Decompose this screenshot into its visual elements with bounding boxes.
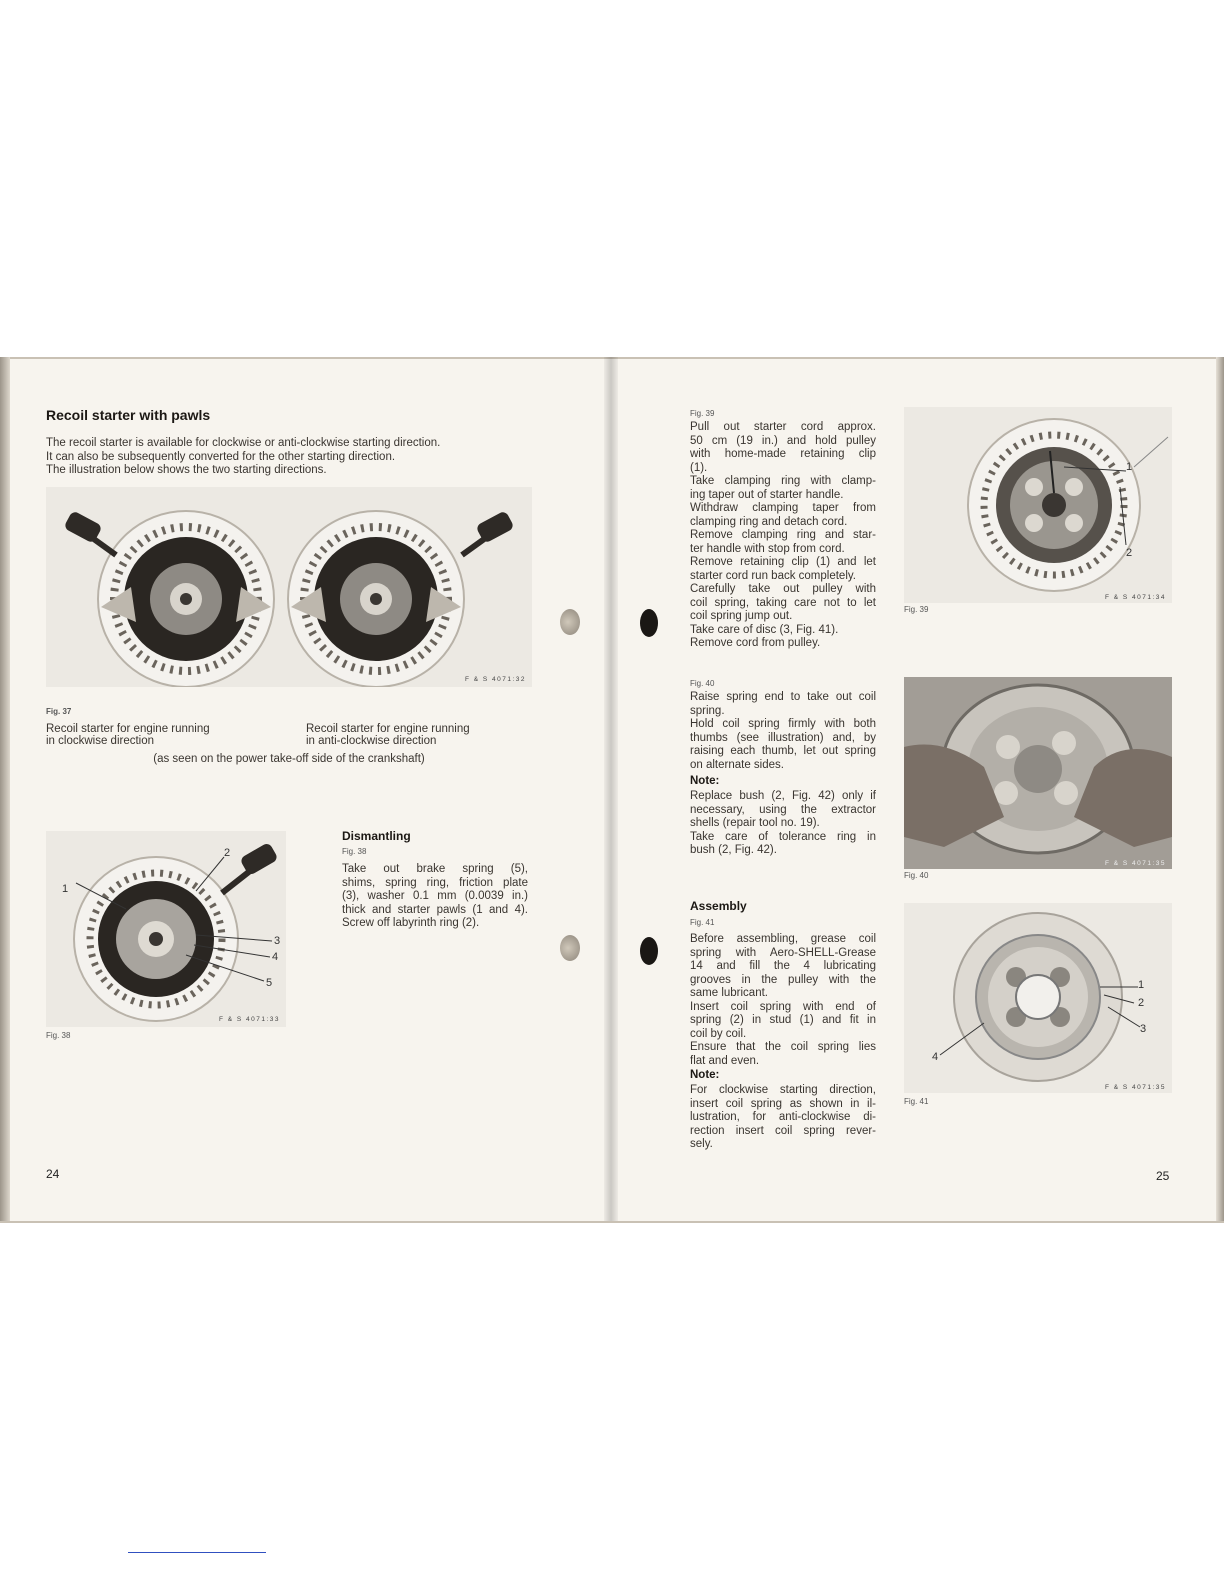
page-number-left: 24 (46, 1167, 60, 1181)
text-line: (3), washer 0.1 mm (0.0039 in.) (342, 890, 528, 902)
fig41-callout: 2 (1138, 997, 1145, 1009)
text-line: Withdraw clamping taper from (690, 502, 876, 514)
fig38-callout: 4 (272, 951, 279, 963)
dismantling-text (342, 863, 528, 931)
fig37-caption-right (306, 723, 546, 748)
text-line: spring. (690, 704, 725, 717)
pulley-retaining-clip-image (904, 407, 1172, 603)
fig41-photo (904, 903, 1172, 1093)
right-page-edge (1216, 357, 1224, 1223)
fig41-code: F & S 4071:35 (1104, 1084, 1166, 1091)
text-line: Ensure that the coil spring lies (690, 1041, 876, 1053)
fig39-callout: 2 (1126, 547, 1133, 559)
intro-line: It can also be subsequently converted for the other starting direction. (46, 450, 396, 463)
starter-pawls-image (46, 831, 286, 1027)
text-line: thick and starter pawls (1 and 4). (342, 903, 528, 916)
text-line: necessary, using the extractor (690, 803, 876, 816)
note2-text (690, 1084, 876, 1152)
fig40-ref: Fig. 40 (690, 679, 715, 688)
note-heading: Note: (690, 775, 720, 787)
fig38-callout: 5 (266, 977, 273, 989)
fig38-code: F & S 4071:33 (218, 1016, 280, 1023)
fig39-text (690, 421, 876, 651)
text-line: Take clamping ring with clamp- (690, 475, 876, 487)
text-line: 50 cm (19 in.) and hold pulley (690, 434, 876, 447)
fig37-code: F & S 4071:32 (464, 676, 526, 683)
dismantling-fig-ref: Fig. 38 (342, 847, 367, 856)
fig37-photo (46, 487, 532, 687)
binding-hole (560, 935, 580, 961)
text-line: sely. (690, 1138, 713, 1150)
text-line: Raise spring end to take out coil (690, 691, 876, 703)
text-line: with home-made retaining clip (690, 448, 876, 460)
dismantling-heading: Dismantling (342, 829, 411, 843)
text-line: rection insert coil spring rever- (690, 1124, 876, 1137)
text-line: Remove clamping ring and star- (690, 529, 876, 541)
text-line: lustration, for anti-clockwise di- (690, 1111, 876, 1123)
text-line: Take care of tolerance ring in (690, 830, 876, 843)
fig39-ref: Fig. 39 (690, 409, 715, 418)
text-line: Remove retaining clip (1) and let (690, 556, 876, 568)
caption-line: Recoil starter for engine running (306, 723, 470, 735)
fig38-label: Fig. 38 (46, 1031, 71, 1040)
text-line: shells (repair tool no. 19). (690, 817, 820, 829)
text-line: coil by coil. (690, 1027, 747, 1040)
intro-line: The illustration below shows the two starting directions. (46, 464, 327, 476)
text-line: ing taper out of starter handle. (690, 488, 844, 501)
text-line: coil spring jump out. (690, 610, 793, 622)
text-line: (1). (690, 461, 708, 474)
assembly-fig-ref: Fig. 41 (690, 918, 715, 927)
text-line: grooves in the pulley with the (690, 973, 876, 986)
text-line: Pull out starter cord approx. (690, 421, 876, 433)
starter-clockwise-illustration (63, 510, 274, 687)
note1-text (690, 790, 876, 858)
fig40-photo (904, 677, 1172, 869)
text-line: raising each thumb, let out spring (690, 745, 876, 757)
fig38-callout: 1 (62, 883, 69, 895)
text-line: Insert coil spring with end of (690, 1000, 876, 1013)
page-number-right: 25 (1156, 1169, 1170, 1183)
note-heading: Note: (690, 1069, 720, 1081)
text-line: Take out brake spring (5), (342, 863, 528, 875)
recoil-starter-pair-image (46, 487, 532, 687)
text-line: 14 and fill the 4 lubricating (690, 960, 876, 972)
fig41-callout: 4 (932, 1051, 939, 1063)
fig41-callout: 1 (1138, 979, 1145, 991)
fig39-callout: 1 (1126, 461, 1133, 473)
text-line: bush (2, Fig. 42). (690, 844, 777, 856)
fig39-photo (904, 407, 1172, 603)
fig40-code: F & S 4071:35 (1104, 860, 1166, 867)
fig38-photo (46, 831, 286, 1027)
text-line: Replace bush (2, Fig. 42) only if (690, 790, 876, 802)
binding-hole (640, 609, 658, 637)
text-line: flat and even. (690, 1054, 760, 1067)
fig40-text (690, 691, 876, 772)
text-line: shims, spring ring, friction plate (342, 876, 528, 889)
left-page-edge (0, 357, 10, 1223)
text-line: on alternate sides. (690, 758, 784, 771)
fig39-code: F & S 4071:34 (1104, 594, 1166, 601)
text-line: insert coil spring as shown in il- (690, 1097, 876, 1110)
caption-line: in anti-clockwise direction (306, 734, 437, 747)
text-line: starter cord run back completely. (690, 569, 856, 582)
book-spread (0, 357, 1224, 1223)
pulley-coil-spring-image (904, 903, 1172, 1093)
coil-spring-removal-image (904, 677, 1172, 869)
text-line: Hold coil spring firmly with both (690, 718, 876, 730)
text-line: spring with Aero-SHELL-Grease (690, 946, 876, 959)
fig37-caption-left (46, 723, 286, 748)
text-line: For clockwise starting direction, (690, 1084, 876, 1096)
text-line: coil spring, taking care not to let (690, 596, 876, 609)
fig38-callout: 2 (224, 847, 231, 859)
text-line: Remove cord from pulley. (690, 637, 821, 649)
text-line: spring (2) in stud (1) and fit in (690, 1014, 876, 1026)
intro-line: The recoil starter is available for clockwise or anti-clockwise starting direction. (46, 437, 441, 449)
caption-line: in clockwise direction (46, 734, 155, 747)
text-line: ter handle with stop from cord. (690, 542, 845, 555)
text-line: Before assembling, grease coil (690, 933, 876, 945)
text-line: Carefully take out pulley with (690, 583, 876, 595)
caption-line: Recoil starter for engine running (46, 723, 210, 735)
text-line: clamping ring and detach cord. (690, 515, 848, 528)
binding-hole (560, 609, 580, 635)
fig41-label: Fig. 41 (904, 1097, 929, 1106)
binding-hole (640, 937, 658, 965)
starter-anticlockwise-illustration (288, 510, 515, 687)
page-bottom-edge (0, 1221, 1224, 1223)
fig38-callout: 3 (274, 935, 281, 947)
fig37-label: Fig. 37 (46, 707, 72, 716)
section-title: Recoil starter with pawls (46, 407, 211, 423)
link-underline (128, 1552, 266, 1553)
fig41-callout: 3 (1140, 1023, 1147, 1035)
assembly-heading: Assembly (690, 899, 747, 913)
text-line: thumbs (see illustration) and, by (690, 731, 876, 744)
text-line: Screw off labyrinth ring (2). (342, 917, 480, 929)
text-line: same lubricant. (690, 987, 768, 999)
text-line: Take care of disc (3, Fig. 41). (690, 623, 839, 636)
book-spine (604, 357, 618, 1223)
fig40-label: Fig. 40 (904, 871, 929, 880)
assembly-text (690, 933, 876, 1068)
intro-text (46, 437, 566, 478)
fig39-label: Fig. 39 (904, 605, 929, 614)
fig37-caption-center: (as seen on the power take-off side of the crankshaft) (153, 753, 425, 765)
